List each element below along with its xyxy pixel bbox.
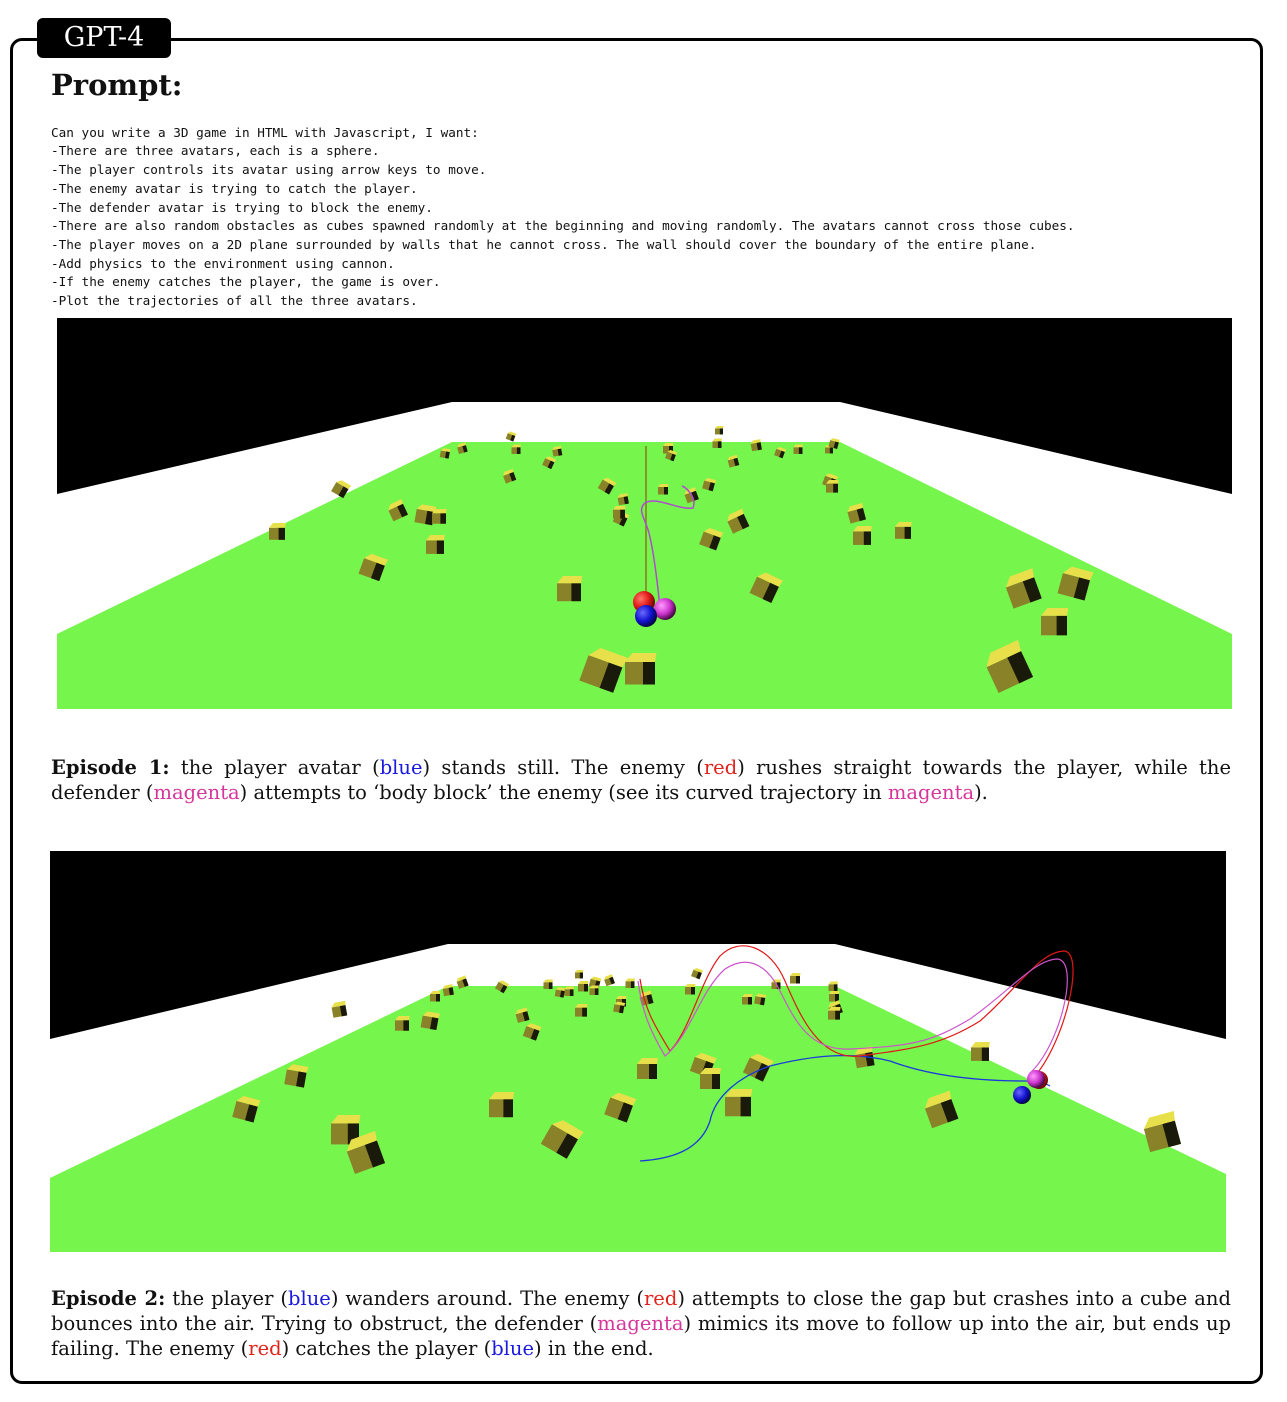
obstacle-cube — [971, 1042, 990, 1061]
prompt-heading: Prompt: — [51, 68, 183, 102]
obstacle-cube — [790, 973, 801, 984]
episode1-label: Episode 1: — [51, 756, 170, 779]
obstacle-cube — [613, 506, 626, 519]
obstacle-cube — [895, 522, 912, 539]
obstacle-cube — [430, 991, 441, 1002]
prompt-line: -The player controls its avatar using arrow keys to move. — [51, 162, 487, 178]
obstacle-cube — [742, 994, 753, 1005]
caption-text: ) rushes straight towards the player, while the defender ( — [51, 756, 1231, 804]
obstacle-cube — [828, 1007, 841, 1020]
prompt-line: -Add physics to the environment using cannon. — [51, 255, 395, 271]
blue-word: blue — [491, 1337, 535, 1360]
episode2-scene — [50, 851, 1226, 1252]
obstacle-cube — [829, 982, 838, 991]
red-word: red — [248, 1337, 282, 1360]
caption-text: ) attempts to close the gap but crashes into a cube and bounces into the air. Trying to obstruct, the defender ( — [51, 1287, 1231, 1335]
prompt-text — [51, 105, 1075, 329]
obstacle-cube — [544, 980, 553, 989]
magenta-word: magenta — [153, 781, 240, 804]
red-word: red — [643, 1287, 678, 1310]
prompt-line: Can you write a 3D game in HTML with Javascript, I want: — [51, 124, 479, 140]
obstacle-cube — [700, 1068, 721, 1089]
obstacle-cube — [713, 439, 722, 448]
prompt-line: -The defender avatar is trying to block the enemy. — [51, 199, 433, 215]
obstacle-cube — [794, 445, 803, 454]
obstacle-cube — [853, 526, 872, 545]
obstacle-cube — [557, 576, 582, 601]
episode1-screenshot — [57, 318, 1232, 709]
caption-text: ) wanders around. The enemy ( — [330, 1287, 644, 1310]
obstacle-cube — [715, 426, 723, 434]
obstacle-cube — [1041, 608, 1068, 635]
obstacle-cube — [565, 987, 574, 996]
episode2-caption — [51, 1286, 1231, 1361]
obstacle-cube — [426, 535, 445, 554]
obstacle-cube — [512, 445, 521, 454]
obstacle-cube — [590, 986, 599, 995]
obstacle-cube — [575, 970, 583, 978]
caption-text: the player avatar ( — [169, 756, 380, 779]
caption-text: ) attempts to ‘body block’ the enemy (see its curved trajectory in — [239, 781, 888, 804]
defender-avatar — [1027, 1070, 1045, 1088]
obstacle-cube — [637, 1058, 658, 1079]
prompt-line: -The player moves on a 2D plane surrounded by walls that he cannot cross. The wall should cover the boundary of the entire plane. — [51, 236, 1037, 252]
player-avatar — [1013, 1086, 1031, 1104]
caption-text: ) stands still. The enemy ( — [422, 756, 704, 779]
prompt-line: -The enemy avatar is trying to catch the player. — [51, 180, 418, 196]
obstacle-cube — [626, 979, 635, 988]
prompt-line: -There are also random obstacles as cubes spawned randomly at the beginning and moving randomly. The avatars cannot cross those cubes. — [51, 218, 1075, 234]
obstacle-cube — [625, 653, 657, 685]
obstacle-cube — [269, 523, 286, 540]
obstacle-cube — [395, 1016, 410, 1031]
magenta-word: magenta — [597, 1312, 684, 1335]
obstacle-cube — [725, 1089, 752, 1116]
obstacle-cube — [826, 480, 839, 493]
caption-text: ) in the end. — [534, 1337, 654, 1360]
red-word: red — [703, 756, 738, 779]
blue-word: blue — [379, 756, 423, 779]
prompt-line: -Plot the trajectories of all the three avatars. — [51, 293, 418, 309]
episode1-scene — [57, 318, 1232, 709]
episode1-caption — [51, 755, 1231, 805]
obstacle-cube — [575, 1004, 588, 1017]
obstacle-cube — [489, 1092, 514, 1117]
obstacle-cube — [685, 984, 696, 995]
episode2-label: Episode 2: — [51, 1287, 166, 1310]
prompt-line: -There are three avatars, each is a sphere. — [51, 143, 380, 159]
prompt-line: -If the enemy catches the player, the game is over. — [51, 274, 441, 290]
defender-avatar — [654, 598, 676, 620]
blue-word: blue — [288, 1287, 331, 1310]
obstacle-cube — [829, 991, 840, 1002]
obstacle-cube — [578, 981, 589, 992]
caption-text: ) catches the player ( — [281, 1337, 492, 1360]
model-tag: GPT-4 — [37, 18, 171, 58]
obstacle-cube — [432, 509, 447, 524]
caption-text: ). — [974, 781, 988, 804]
episode2-screenshot — [50, 851, 1226, 1252]
player-avatar — [635, 605, 657, 627]
magenta-word: magenta — [887, 781, 975, 804]
caption-text: ) mimics its move to follow up into the air, but ends up failing. The enemy ( — [51, 1312, 1232, 1360]
obstacle-cube — [658, 484, 669, 495]
caption-text: the player ( — [165, 1287, 289, 1310]
